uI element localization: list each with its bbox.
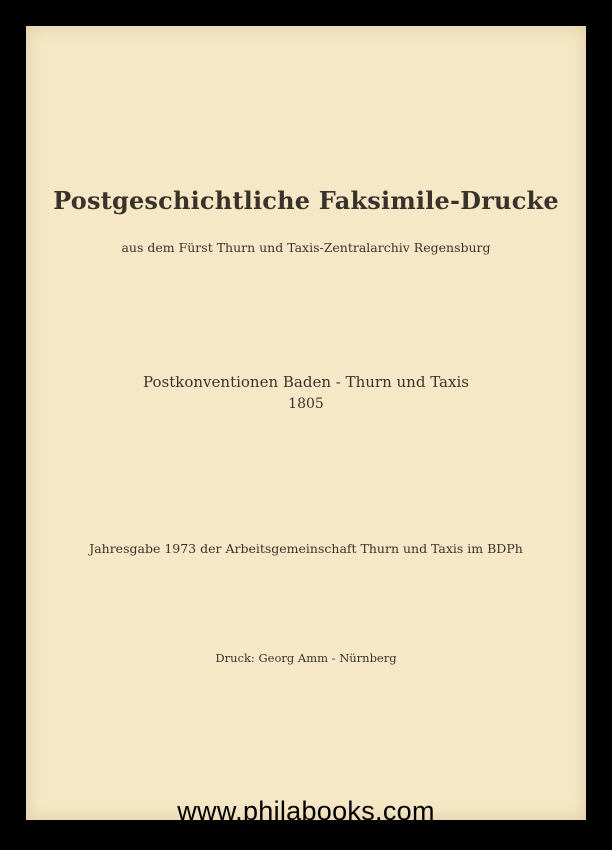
cover-heading: Postkonventionen Baden - Thurn und Taxis bbox=[143, 373, 469, 391]
annual-edition-line: Jahresgabe 1973 der Arbeitsgemeinschaft Thurn und Taxis im BDPh bbox=[89, 541, 523, 556]
cover-year: 1805 bbox=[288, 396, 324, 412]
printer-line: Druck: Georg Amm - Nürnberg bbox=[215, 651, 397, 665]
cover-title: Postgeschichtliche Faksimile-Drucke bbox=[53, 186, 559, 215]
book-cover bbox=[26, 26, 586, 820]
cover-subtitle: aus dem Fürst Thurn und Taxis-Zentralarchiv Regensburg bbox=[121, 240, 491, 255]
watermark-url: www.philabooks.com bbox=[177, 796, 435, 826]
